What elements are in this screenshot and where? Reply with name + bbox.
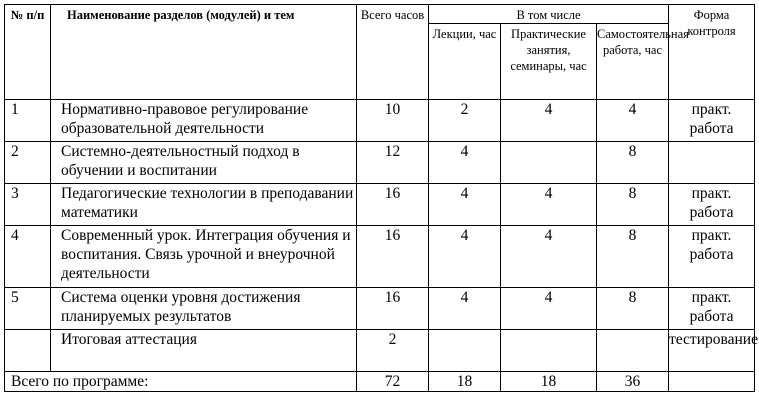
totals-lectures: 18 [429,372,501,392]
row-name: Системно-деятельностный подход в обучении и воспитании [51,142,357,184]
row-total: 16 [357,226,429,288]
row-control: тестирование [669,330,755,372]
row-control [669,142,755,184]
row-total: 2 [357,330,429,372]
row-num [5,330,51,372]
table-row [5,100,755,142]
row-selfwork: 8 [597,142,669,184]
row-name: Нормативно-правовое регулирование образовательной деятельности [51,100,357,142]
curriculum-table [4,4,758,392]
header-row [5,5,755,24]
row-total: 16 [357,184,429,226]
row-num: 2 [5,142,51,184]
row-practice [501,142,597,184]
row-practice: 4 [501,184,597,226]
table-row [5,184,755,226]
row-num: 4 [5,226,51,288]
totals-control [669,372,755,392]
table-row [5,288,755,330]
header-num: № п/п [5,5,51,100]
row-practice: 4 [501,100,597,142]
row-num: 5 [5,288,51,330]
header-total: Всего часов [357,5,429,100]
row-total: 10 [357,100,429,142]
row-control: практ. работа [669,100,755,142]
table-row [5,330,755,372]
row-practice [501,330,597,372]
header-selfwork: Самостоятельная работа, час [597,24,669,100]
totals-practice: 18 [501,372,597,392]
header-control: Форма контроля [669,5,755,100]
row-selfwork: 8 [597,226,669,288]
row-selfwork: 8 [597,288,669,330]
row-control: практ. работа [669,288,755,330]
row-num: 1 [5,100,51,142]
row-control: практ. работа [669,226,755,288]
row-name: Современный урок. Интеграция обучения и воспитания. Связь урочной и внеурочной деятельности [51,226,357,288]
table-row [5,142,755,184]
row-selfwork: 8 [597,184,669,226]
row-lectures: 4 [429,226,501,288]
header-name: Наименование разделов (модулей) и тем [51,5,357,100]
row-lectures: 2 [429,100,501,142]
row-name: Итоговая аттестация [51,330,357,372]
row-total: 16 [357,288,429,330]
row-selfwork [597,330,669,372]
row-num: 3 [5,184,51,226]
totals-label: Всего по программе: [5,372,357,392]
row-practice: 4 [501,226,597,288]
row-control: практ. работа [669,184,755,226]
row-lectures: 4 [429,184,501,226]
row-lectures [429,330,501,372]
header-practice: Практические занятия, семинары, час [501,24,597,100]
header-lectures: Лекции, час [429,24,501,100]
row-name: Педагогические технологии в преподавании математики [51,184,357,226]
totals-row [5,372,755,392]
row-practice: 4 [501,288,597,330]
header-including: В том числе [429,5,669,24]
row-lectures: 4 [429,288,501,330]
row-total: 12 [357,142,429,184]
table-row [5,226,755,288]
row-name: Система оценки уровня достижения планируемых результатов [51,288,357,330]
row-selfwork: 4 [597,100,669,142]
row-lectures: 4 [429,142,501,184]
totals-selfwork: 36 [597,372,669,392]
totals-total: 72 [357,372,429,392]
